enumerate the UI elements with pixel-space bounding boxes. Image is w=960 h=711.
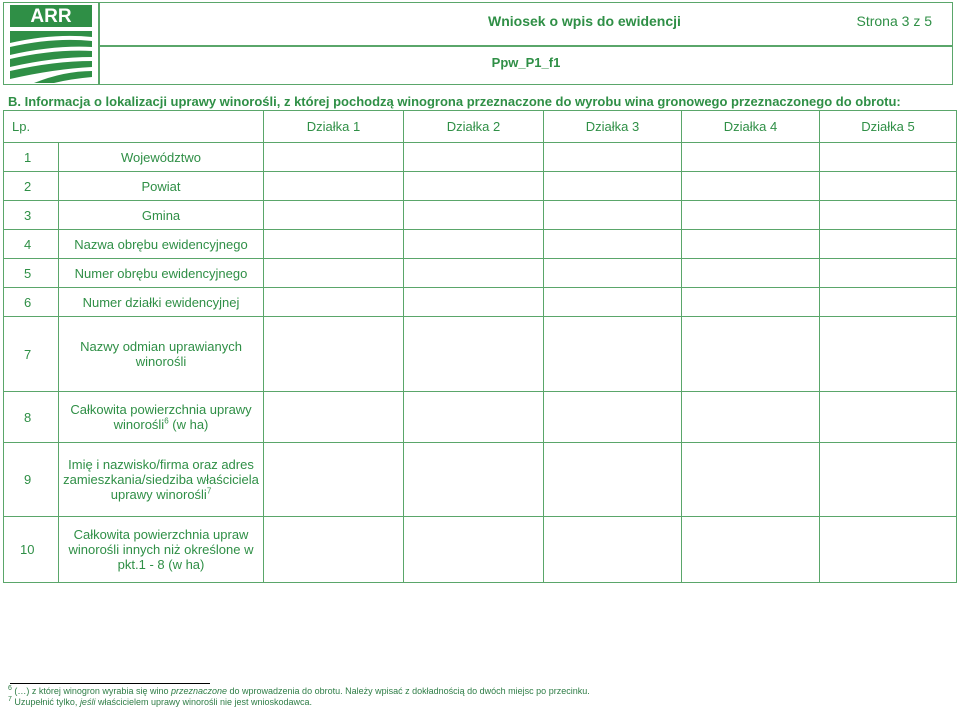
input-cell[interactable] [820,517,957,583]
input-cell[interactable] [682,172,820,201]
row-label: Nazwa obrębu ewidencyjnego [59,230,264,259]
input-cell[interactable] [820,259,957,288]
input-cell[interactable] [544,172,682,201]
table-row [4,517,957,583]
row-label-text: Całkowita powierzchnia uprawy winorośli [70,402,252,432]
input-cell[interactable] [264,392,404,443]
column-header-dzialka-5: Działka 5 [820,111,957,143]
column-header-dzialka-2: Działka 2 [404,111,544,143]
input-cell[interactable] [404,201,544,230]
input-cell[interactable] [544,259,682,288]
input-cell[interactable] [820,201,957,230]
input-cell[interactable] [820,317,957,392]
input-cell[interactable] [544,201,682,230]
input-cell[interactable] [264,143,404,172]
input-cell[interactable] [820,143,957,172]
footnote-ref: 7 [206,486,212,496]
footnote-text: do wprowadzenia do obrotu. Należy wpisać z dokładnością do dwóch miejsc po przecinku. [227,686,590,696]
table-row [4,172,957,201]
row-label-suffix: (w ha) [168,417,209,432]
row-label: Gmina [59,201,264,230]
input-cell[interactable] [544,288,682,317]
table-row [4,288,957,317]
row-label: Powiat [59,172,264,201]
row-number: 7 [4,317,59,392]
arr-logo [4,3,98,84]
input-cell[interactable] [404,143,544,172]
table-row [4,392,957,443]
input-cell[interactable] [820,230,957,259]
row-number: 1 [4,143,59,172]
footnote-text: (…) z której winogron wyrabia się wino [11,686,171,696]
column-header-dzialka-3: Działka 3 [544,111,682,143]
input-cell[interactable] [682,443,820,517]
table-row [4,443,957,517]
page-number: Strona 3 z 5 [856,13,932,29]
input-cell[interactable] [820,172,957,201]
input-cell[interactable] [264,443,404,517]
header-title-box [99,2,953,46]
input-cell[interactable] [544,143,682,172]
input-cell[interactable] [820,288,957,317]
row-number: 3 [4,201,59,230]
input-cell[interactable] [682,288,820,317]
input-cell[interactable] [264,288,404,317]
input-cell[interactable] [404,259,544,288]
footnote-separator [10,683,210,684]
input-cell[interactable] [264,172,404,201]
input-cell[interactable] [544,317,682,392]
lp-header: Lp. [4,111,264,143]
input-cell[interactable] [264,201,404,230]
table-row [4,230,957,259]
row-number: 9 [4,443,59,517]
row-label-text: Imię i nazwisko/firma oraz adres zamieszkania/siedziba właściciela uprawy winorośli [63,457,259,502]
logo-text: ARR [30,6,72,27]
row-label: Numer obrębu ewidencyjnego [59,259,264,288]
row-number: 10 [4,517,59,583]
footnote-6 [8,686,590,696]
input-cell[interactable] [404,288,544,317]
table-row [4,259,957,288]
input-cell[interactable] [544,392,682,443]
footnote-mark: 7 [8,696,12,703]
section-heading: B. Informacja o lokalizacji uprawy winorośli, z której pochodzą winogrona przeznaczone do wyrobu wina gronowego przeznaczonego do obrotu: [8,94,901,109]
input-cell[interactable] [404,172,544,201]
footnote-emphasis: jeśli [79,697,96,707]
logo-box [3,2,99,85]
row-number: 5 [4,259,59,288]
input-cell[interactable] [682,201,820,230]
row-label: Numer działki ewidencyjnej [59,288,264,317]
footnote-emphasis: przeznaczone [170,686,228,696]
table-header-row [4,111,957,143]
input-cell[interactable] [264,317,404,392]
column-header-dzialka-1: Działka 1 [264,111,404,143]
input-cell[interactable] [682,317,820,392]
row-label [59,443,264,517]
input-cell[interactable] [264,230,404,259]
input-cell[interactable] [820,392,957,443]
row-label [59,392,264,443]
row-label: Województwo [59,143,264,172]
row-label: Całkowita powierzchnia upraw winorośli innych niż określone w pkt.1 - 8 (w ha) [59,517,264,583]
input-cell[interactable] [544,230,682,259]
row-label: Nazwy odmian uprawianych winorośli [59,317,264,392]
input-cell[interactable] [820,443,957,517]
row-number: 8 [4,392,59,443]
input-cell[interactable] [682,143,820,172]
input-cell[interactable] [544,517,682,583]
input-cell[interactable] [544,443,682,517]
input-cell[interactable] [682,259,820,288]
footnote-text: Uzupełnić tylko, [11,697,80,707]
footnote-text: właścicielem uprawy winorośli nie jest wnioskodawca. [95,697,313,707]
footnote-ref: 6 [164,416,169,426]
column-header-dzialka-4: Działka 4 [682,111,820,143]
row-number: 6 [4,288,59,317]
input-cell[interactable] [264,517,404,583]
input-cell[interactable] [682,392,820,443]
input-cell[interactable] [404,443,544,517]
input-cell[interactable] [404,392,544,443]
footnote-7 [8,697,312,707]
document-title: Wniosek o wpis do ewidencji [488,13,681,29]
row-number: 4 [4,230,59,259]
footnote-mark: 6 [8,685,12,692]
input-cell[interactable] [682,517,820,583]
parcel-table [3,110,957,583]
row-number: 2 [4,172,59,201]
input-cell[interactable] [682,230,820,259]
table-row [4,317,957,392]
form-code: Ppw_P1_f1 [491,55,561,70]
header-code-box [99,46,953,85]
input-cell[interactable] [264,259,404,288]
input-cell[interactable] [404,517,544,583]
table-row [4,143,957,172]
table-row [4,201,957,230]
input-cell[interactable] [404,317,544,392]
input-cell[interactable] [404,230,544,259]
